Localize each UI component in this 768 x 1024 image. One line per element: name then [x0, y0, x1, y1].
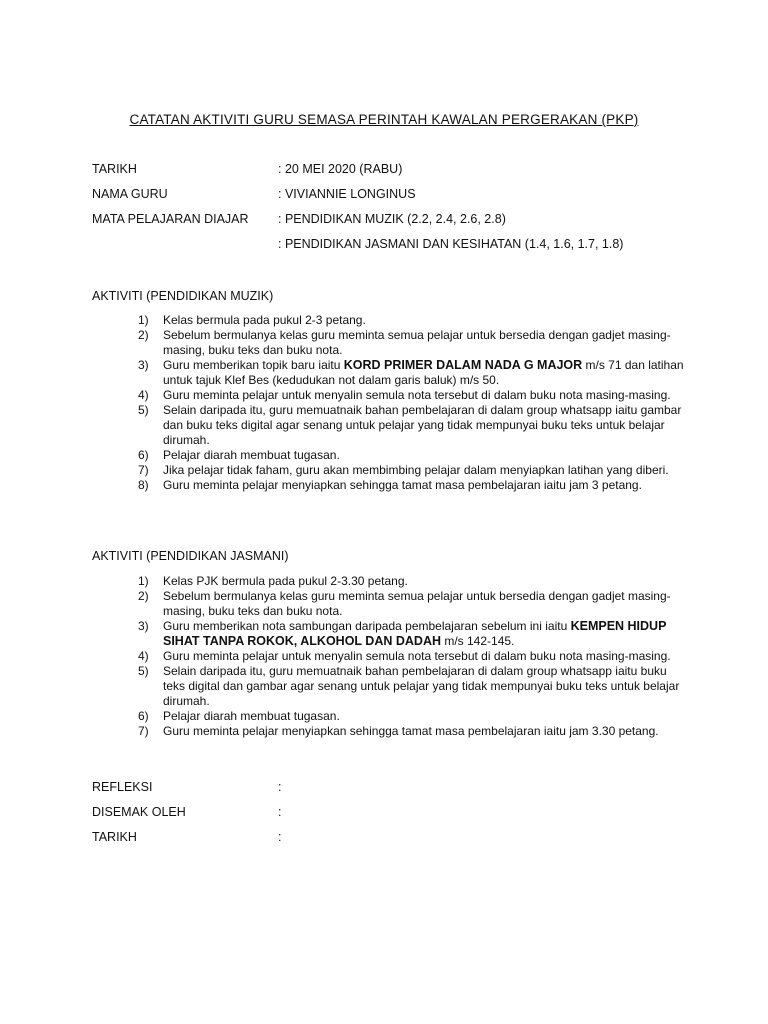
field-label: DISEMAK OLEH: [92, 805, 186, 819]
item-number: 3): [138, 358, 149, 372]
list-item: [130, 724, 690, 739]
item-text: [163, 358, 690, 388]
item-number: 7): [138, 724, 149, 738]
field-value: :: [278, 780, 282, 794]
item-text: Pelajar diarah membuat tugasan.: [163, 709, 340, 723]
field-value: : PENDIDIKAN MUZIK (2.2, 2.4, 2.6, 2.8): [278, 212, 506, 226]
item-text-post: m/s 71 dan latihan untuk tajuk Klef Bes (kedudukan not dalam garis baluk) m/s 50.: [163, 358, 684, 387]
list-item: [130, 328, 690, 358]
item-text: Guru meminta pelajar menyiapkan sehingga tamat masa pembelajaran iaitu jam 3.30 petang.: [163, 724, 659, 738]
field-value: : VIVIANNIE LONGINUS: [278, 187, 416, 201]
item-text: Kelas PJK bermula pada pukul 2-3.30 petang.: [163, 574, 408, 588]
item-text: Jika pelajar tidak faham, guru akan membimbing pelajar dalam menyiapkan latihan yang diberi.: [163, 463, 669, 477]
item-number: 8): [138, 478, 149, 492]
item-text-bold: KORD PRIMER DALAM NADA G MAJOR: [343, 358, 583, 372]
item-text-pre: Guru memberikan nota sambungan daripada pembelajaran sebelum ini iaitu: [163, 619, 571, 633]
section-heading-muzik: AKTIVITI (PENDIDIKAN MUZIK): [92, 289, 274, 303]
activity-list-muzik: [130, 313, 690, 493]
item-number: 2): [138, 589, 149, 603]
field-value: :: [278, 805, 282, 819]
item-text-bold: KEMPEN HIDUP SIHAT TANPA ROKOK, ALKOHOL DAN DADAH: [163, 619, 667, 648]
item-text: Sebelum bermulanya kelas guru meminta semua pelajar untuk bersedia dengan gadjet masing-masing, buku teks dan buku nota.: [163, 589, 671, 618]
list-item: [130, 313, 690, 328]
item-text: Sebelum bermulanya kelas guru meminta semua pelajar untuk bersedia dengan gadjet masing-masing, buku teks dan buku nota.: [163, 328, 671, 357]
item-text: Guru meminta pelajar untuk menyalin semula nota tersebut di dalam buku nota masing-masing.: [163, 649, 671, 663]
field-label: TARIKH: [92, 162, 137, 176]
document-title: CATATAN AKTIVITI GURU SEMASA PERINTAH KAWALAN PERGERAKAN (PKP): [129, 112, 639, 127]
list-item: [130, 619, 690, 649]
list-item: [130, 649, 690, 664]
item-text: Selain daripada itu, guru memuatnaik bahan pembelajaran di dalam group whatsapp iaitu gambar dan buku teks digital agar senang untuk pelajar yang tidak mempunyai buku teks untuk belajar dirumah.: [163, 403, 682, 447]
list-item: [130, 574, 690, 589]
item-text-pre: Guru memberikan topik baru iaitu: [163, 358, 344, 372]
section-heading-jasmani: AKTIVITI (PENDIDIKAN JASMANI): [92, 549, 289, 563]
item-text: [163, 619, 690, 649]
field-value: : 20 MEI 2020 (RABU): [278, 162, 403, 176]
item-number: 5): [138, 664, 149, 678]
item-number: 4): [138, 388, 149, 402]
item-text: Guru meminta pelajar menyiapkan sehingga tamat masa pembelajaran iaitu jam 3 petang.: [163, 478, 642, 492]
item-number: 1): [138, 313, 149, 327]
list-item: [130, 388, 690, 403]
item-number: 6): [138, 448, 149, 462]
item-text: Pelajar diarah membuat tugasan.: [163, 448, 340, 462]
item-text-post: m/s 142-145.: [441, 634, 515, 648]
field-value: :: [278, 830, 282, 844]
list-item: [130, 664, 690, 709]
item-number: 3): [138, 619, 149, 633]
field-label: REFLEKSI: [92, 780, 153, 794]
item-number: 5): [138, 403, 149, 417]
field-label: MATA PELAJARAN DIAJAR: [92, 212, 249, 226]
field-label: TARIKH: [92, 830, 137, 844]
activity-list-jasmani: [130, 574, 690, 739]
item-number: 1): [138, 574, 149, 588]
item-number: 4): [138, 649, 149, 663]
list-item: [130, 358, 690, 388]
field-label: NAMA GURU: [92, 187, 168, 201]
item-text: Selain daripada itu, guru memuatnaik bahan pembelajaran di dalam group whatsapp iaitu buku teks digital dan gambar agar senang untuk pelajar yang tidak mempunyai buku teks untuk belajar dirumah.: [163, 664, 680, 708]
item-number: 6): [138, 709, 149, 723]
list-item: [130, 709, 690, 724]
field-value: : PENDIDIKAN JASMANI DAN KESIHATAN (1.4, 1.6, 1.7, 1.8): [278, 237, 624, 251]
list-item: [130, 463, 690, 478]
item-text: Guru meminta pelajar untuk menyalin semula nota tersebut di dalam buku nota masing-masing.: [163, 388, 671, 402]
item-number: 7): [138, 463, 149, 477]
list-item: [130, 448, 690, 463]
list-item: [130, 403, 690, 448]
item-number: 2): [138, 328, 149, 342]
item-text: Kelas bermula pada pukul 2-3 petang.: [163, 313, 366, 327]
list-item: [130, 589, 690, 619]
list-item: [130, 478, 690, 493]
